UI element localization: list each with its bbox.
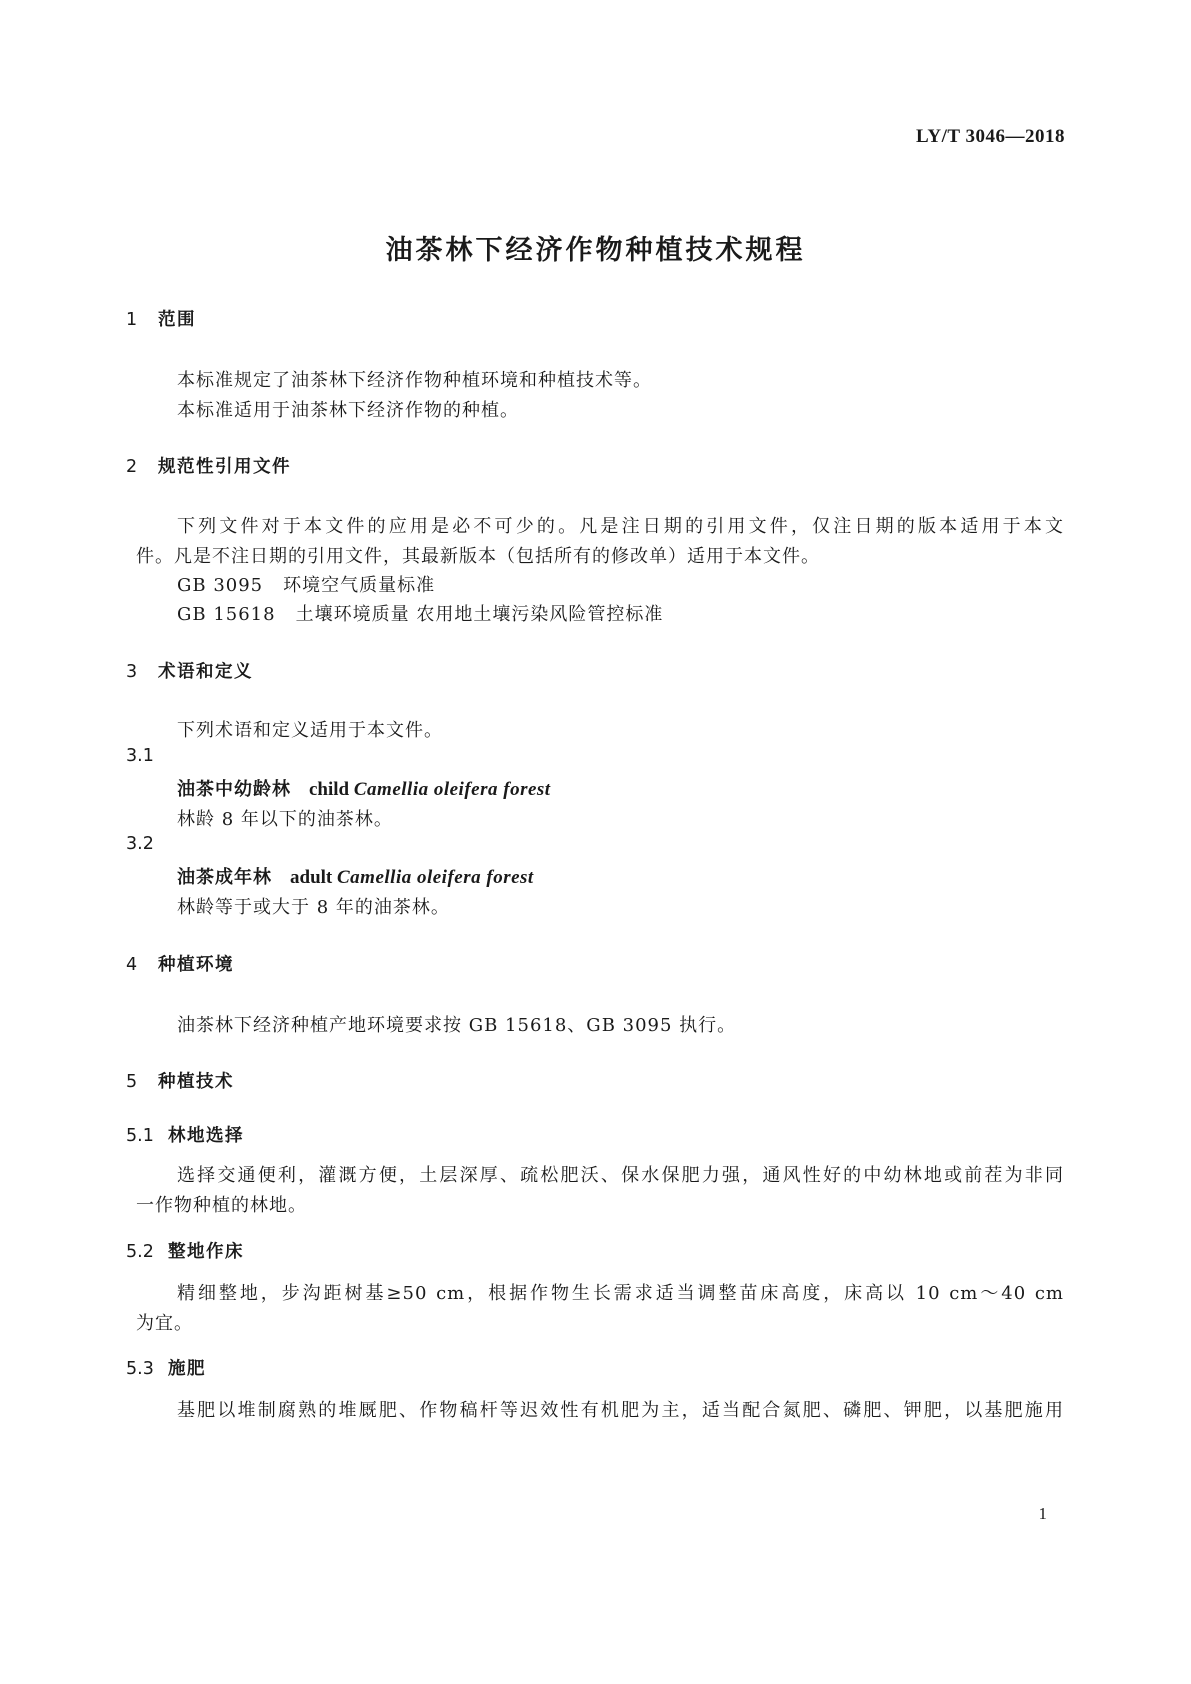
paragraph: 本标准规定了油茶林下经济作物种植环境和种植技术等。 <box>177 370 652 391</box>
section-title: 术语和定义 <box>158 662 253 682</box>
paragraph-line: 选择交通便利，灌溉方便，土层深厚、疏松肥沃、保水保肥力强，通风性好的中幼林地或前茬为非同 <box>177 1165 1064 1186</box>
section-title: 种植环境 <box>158 955 234 975</box>
section-3-heading <box>126 658 253 683</box>
section-number: 4 <box>126 955 138 975</box>
page-number: 1 <box>1038 1504 1047 1523</box>
section-number: 5 <box>126 1072 138 1092</box>
reference-code: GB 3095 <box>177 575 264 596</box>
section-number: 3 <box>126 662 138 682</box>
term-number: 3.1 <box>126 746 154 766</box>
paragraph: 下列术语和定义适用于本文件。 <box>177 720 443 741</box>
subsection-title: 施肥 <box>168 1359 206 1379</box>
paragraph-line: 基肥以堆制腐熟的堆厩肥、作物稿杆等迟效性有机肥为主，适当配合氮肥、磷肥、钾肥，以基肥施用 <box>177 1400 1064 1421</box>
paragraph-line: 件。凡是不注日期的引用文件，其最新版本（包括所有的修改单）适用于本文件。 <box>136 546 820 567</box>
section-title: 规范性引用文件 <box>158 457 291 477</box>
normative-reference <box>177 600 663 626</box>
paragraph-line: 精细整地，步沟距树基≥50 cm，根据作物生长需求适当调整苗床高度，床高以 10 cm～40 cm <box>177 1283 1064 1304</box>
term-chinese: 油茶中幼龄林 <box>177 779 291 800</box>
subsection-number: 5.2 <box>126 1242 154 1262</box>
section-5-heading <box>126 1068 234 1093</box>
section-1-heading <box>126 306 196 331</box>
term-chinese: 油茶成年林 <box>177 867 272 888</box>
paragraph-line: 一作物种植的林地。 <box>136 1195 307 1216</box>
term-entry <box>177 863 534 889</box>
section-title: 种植技术 <box>158 1072 234 1092</box>
subsection-number: 5.3 <box>126 1359 154 1379</box>
paragraph-line: 为宜。 <box>136 1313 193 1334</box>
term-english: child Camellia oleifera forest <box>309 779 551 800</box>
term-definition: 林龄等于或大于 8 年的油茶林。 <box>177 897 450 918</box>
term-english: adult Camellia oleifera forest <box>290 867 534 888</box>
section-title: 范围 <box>158 310 196 330</box>
subsection-number: 5.1 <box>126 1126 154 1146</box>
subsection-title: 林地选择 <box>168 1126 244 1146</box>
reference-code: GB 15618 <box>177 604 276 625</box>
subsection-5-1-heading <box>126 1122 244 1147</box>
document-title: 油茶林下经济作物种植技术规程 <box>385 235 806 266</box>
term-definition: 林龄 8 年以下的油茶林。 <box>177 809 393 830</box>
section-number: 1 <box>126 310 138 330</box>
term-number: 3.2 <box>126 834 154 854</box>
section-4-heading <box>126 951 234 976</box>
subsection-title: 整地作床 <box>168 1242 244 1262</box>
paragraph-line: 下列文件对于本文件的应用是必不可少的。凡是注日期的引用文件，仅注日期的版本适用于本文 <box>177 516 1064 537</box>
reference-title: 环境空气质量标准 <box>283 575 436 596</box>
standard-code: LY/T 3046—2018 <box>915 126 1065 147</box>
term-entry <box>177 775 551 801</box>
reference-title: 土壤环境质量 农用地土壤污染风险管控标准 <box>295 604 664 625</box>
section-number: 2 <box>126 457 138 477</box>
subsection-5-3-heading <box>126 1355 206 1380</box>
paragraph: 本标准适用于油茶林下经济作物的种植。 <box>177 400 519 421</box>
subsection-5-2-heading <box>126 1238 244 1263</box>
section-2-heading <box>126 453 291 478</box>
paragraph: 油茶林下经济种植产地环境要求按 GB 15618、GB 3095 执行。 <box>177 1015 737 1036</box>
normative-reference <box>177 571 435 597</box>
